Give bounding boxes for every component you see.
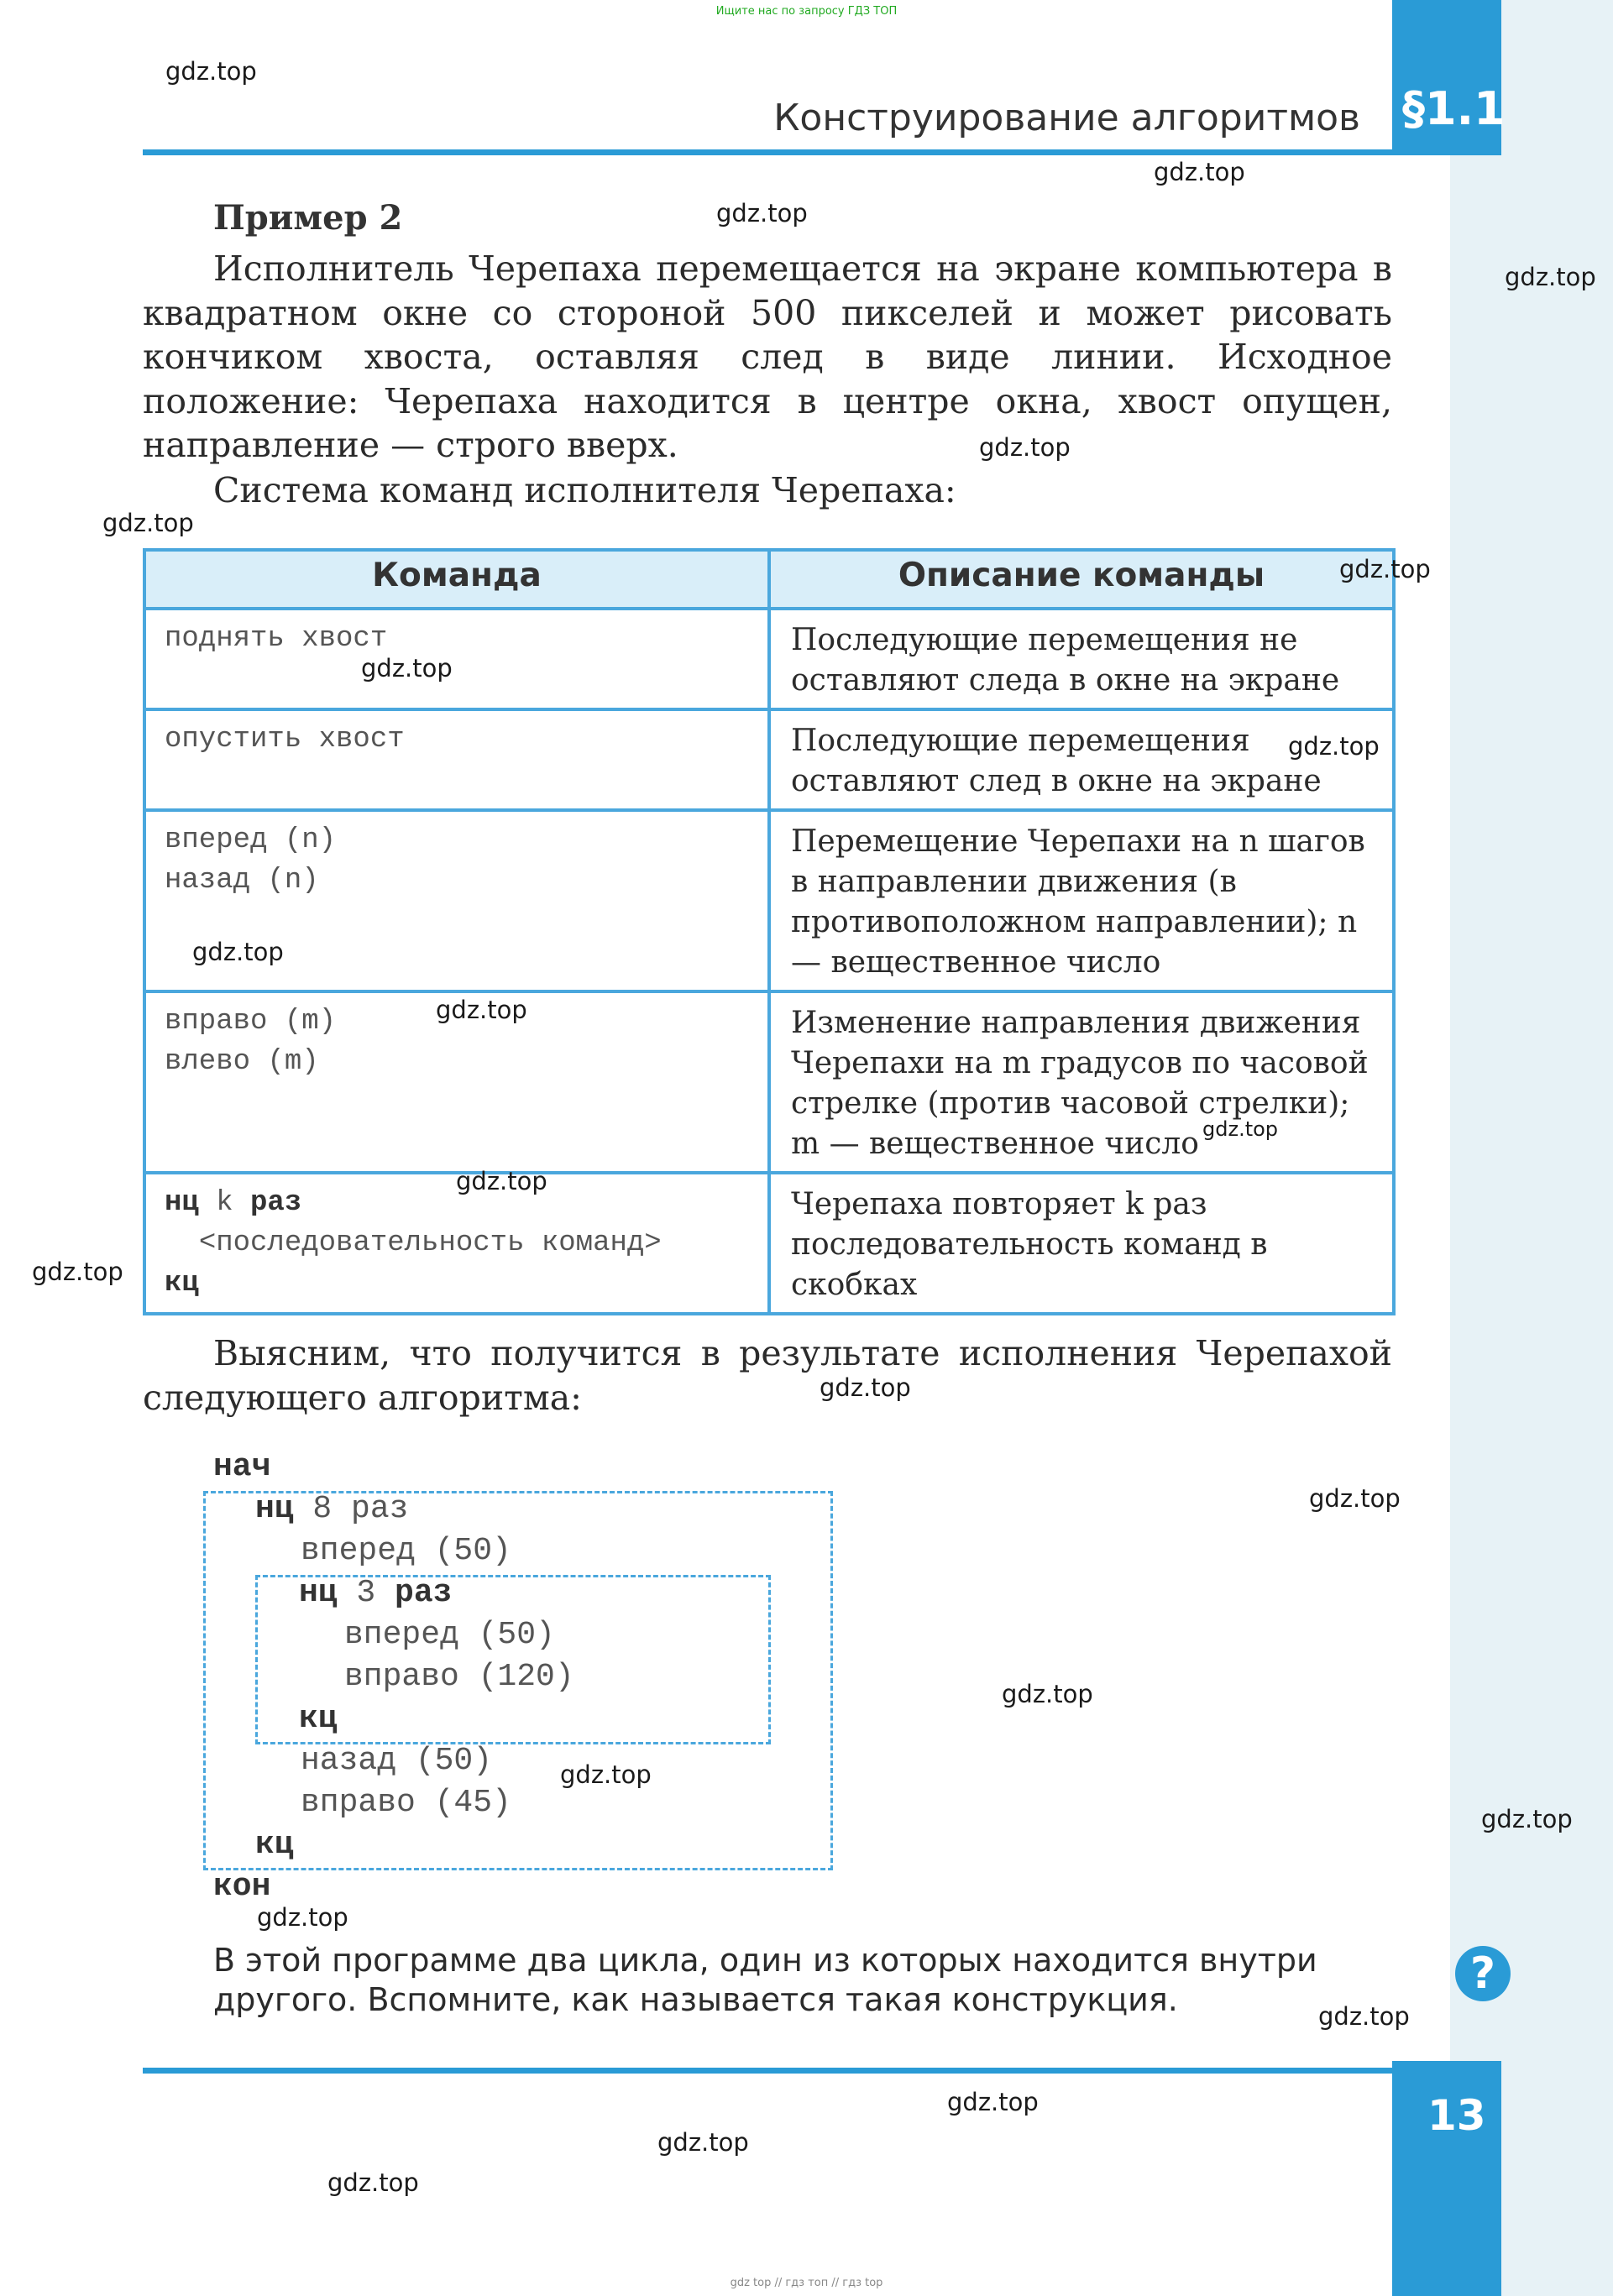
outer-back-command: назад (50): [301, 1743, 493, 1779]
watermark: gdz.top: [257, 1903, 348, 1932]
watermark: gdz.top: [716, 199, 808, 228]
table-header-row: [144, 550, 1394, 609]
top-note: Ищите нас по запросу ГДЗ ТОП: [715, 5, 898, 18]
watermark: gdz.top: [1505, 263, 1596, 291]
watermark: gdz.top: [1002, 1680, 1093, 1708]
closing-line-1: В этой программе два цикла, один из которых находится внутри: [213, 1942, 1317, 1979]
watermark: gdz.top: [1288, 732, 1380, 761]
loop-body-placeholder: <последовательность команд>: [198, 1227, 662, 1259]
footer-divider: [143, 2068, 1392, 2074]
loop-times-keyword: раз: [250, 1187, 302, 1219]
watermark: gdz.top: [436, 996, 527, 1024]
command-cell: вправо (m) влево (m): [144, 991, 769, 1173]
outer-loop-header: [255, 1491, 408, 1527]
watermark: gdz.top: [1481, 1805, 1573, 1833]
section-tab: [1392, 0, 1506, 155]
outer-loop-keyword: нц: [255, 1491, 294, 1527]
inner-loop-header: [299, 1575, 452, 1611]
inner-forward-command: вперед (50): [344, 1617, 555, 1653]
description-cell: Последующие перемещения не оставляют следа в окне на экране: [769, 609, 1394, 709]
inner-loop-end: кц: [299, 1701, 338, 1737]
table-row: [144, 609, 1394, 709]
page-number: 13: [1427, 2091, 1486, 2140]
watermark: gdz.top: [657, 2128, 749, 2157]
bottom-note: gdz top // гдз топ // гдз top: [730, 2277, 883, 2289]
intro-text: Исполнитель Черепаха перемещается на экране компьютера в квадратном окне со стороной 500 пикселей и может рисовать кончиком хвоста, оставляя след в виде линии. Исходное положение: Черепаха находится в центре окна, хвост опущен, направление — строго вверх.: [143, 248, 1392, 465]
command-cell: поднять хвост: [144, 609, 769, 709]
algorithm-intro: [143, 1331, 1392, 1420]
outer-loop-times: раз: [351, 1491, 409, 1527]
inner-loop-times: раз: [395, 1575, 453, 1611]
watermark: gdz.top: [32, 1258, 123, 1286]
closing-line-2: другого. Вспомните, как называется такая конструкция.: [213, 1981, 1178, 2018]
inner-loop-count: 3: [356, 1575, 376, 1611]
watermark: gdz.top: [361, 654, 453, 683]
commands-intro: Система команд исполнителя Черепаха:: [213, 470, 956, 510]
command-cell: опустить хвост: [144, 709, 769, 810]
description-cell: Последующие перемещения оставляют след в окне на экране: [769, 709, 1394, 810]
code-end: кон: [213, 1869, 271, 1905]
table-row: [144, 810, 1394, 991]
header-divider: [143, 149, 1392, 155]
watermark: gdz.top: [456, 1167, 547, 1195]
watermark: gdz.top: [1309, 1484, 1401, 1513]
inner-right-command: вправо (120): [344, 1659, 574, 1695]
watermark: gdz.top: [947, 2088, 1039, 2116]
inner-loop-keyword: нц: [299, 1575, 338, 1611]
outer-right-command: вправо (45): [301, 1785, 511, 1821]
section-number: §1.1: [1402, 82, 1506, 135]
description-cell: Изменение направления движения Черепахи на m градусов по часовой стрелке (против часовой стрелки); m — вещественное число: [769, 991, 1394, 1173]
table-header-command: Команда: [144, 550, 769, 609]
example-label: Пример 2: [213, 198, 403, 238]
code-begin: нач: [213, 1449, 271, 1485]
table-header-description: Описание команды: [769, 550, 1394, 609]
watermark: gdz.top: [979, 433, 1071, 462]
outer-loop-count: 8: [312, 1491, 333, 1527]
watermark: gdz.top: [1154, 158, 1245, 186]
watermark: gdz.top: [560, 1760, 652, 1789]
table-row: [144, 1173, 1394, 1314]
loop-end-keyword: кц: [165, 1268, 199, 1300]
watermark: gdz.top: [192, 938, 284, 966]
page-number-tab: [1392, 2061, 1501, 2296]
watermark: gdz.top: [165, 57, 257, 86]
table-row: [144, 709, 1394, 810]
description-cell: Перемещение Черепахи на n шагов в направлении движения (в противоположном направлении); n — вещественное число: [769, 810, 1394, 991]
watermark: gdz.top: [820, 1373, 911, 1402]
table-row: [144, 991, 1394, 1173]
intro-paragraph: [143, 247, 1392, 468]
command-table: [143, 548, 1396, 1315]
page-title: Конструирование алгоритмов: [773, 97, 1360, 139]
question-icon: ?: [1455, 1946, 1511, 2001]
watermark: gdz.top: [1339, 555, 1431, 583]
watermark: gdz.top: [1202, 1117, 1279, 1141]
watermark: gdz.top: [327, 2168, 419, 2197]
outer-forward-command: вперед (50): [301, 1533, 511, 1569]
watermark: gdz.top: [102, 509, 194, 537]
loop-begin-keyword: нц: [165, 1187, 199, 1219]
watermark: gdz.top: [1318, 2002, 1410, 2031]
outer-loop-end: кц: [255, 1827, 294, 1863]
command-cell: вперед (n) назад (n): [144, 810, 769, 991]
loop-count-variable: k: [216, 1187, 233, 1219]
description-cell: Черепаха повторяет k раз последовательность команд в скобках: [769, 1173, 1394, 1314]
algorithm-intro-text: Выясним, что получится в результате исполнения Черепахой следующего алгоритма:: [143, 1333, 1392, 1418]
